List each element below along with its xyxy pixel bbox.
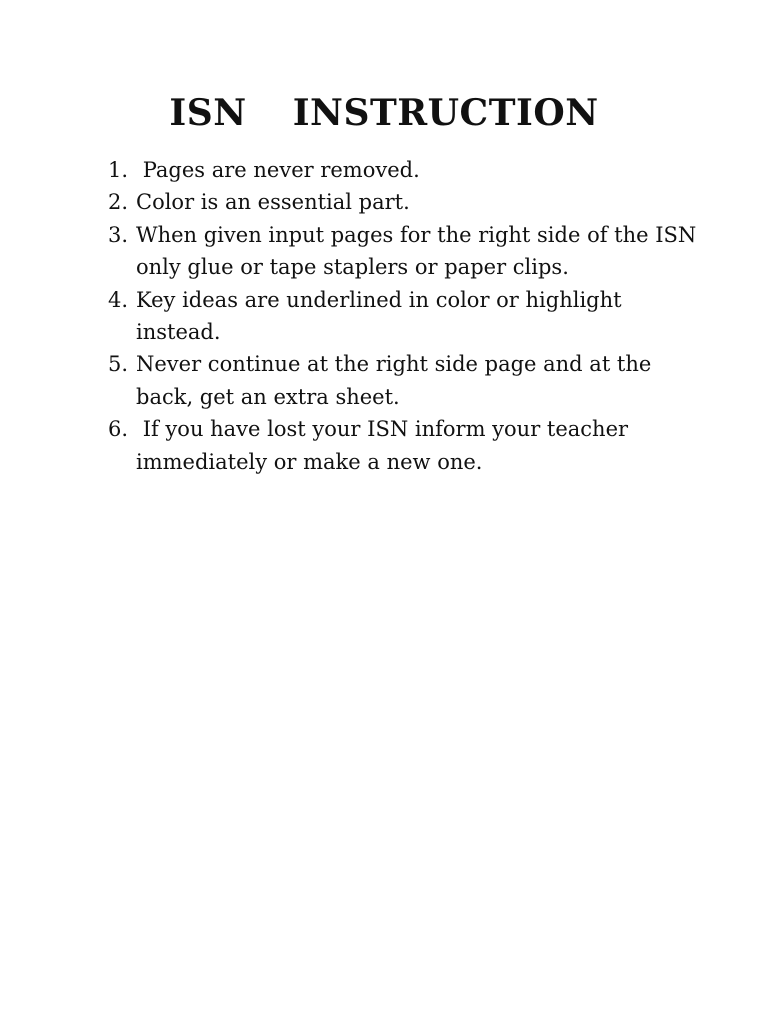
item-number: 4. [108,287,129,312]
item-number: 5. [108,352,129,377]
item-text: When given input pages for the right side of the ISN only glue or tape staplers or paper clips. [136,222,697,280]
item-text: If you have lost your ISN inform your teacher immediately or make a new one. [136,417,635,474]
item-text: Pages are never removed. [136,158,420,182]
instruction-list [108,154,708,478]
list-item [108,413,708,478]
item-number: 1. [108,158,129,182]
list-item [108,348,708,413]
list-item [108,154,708,186]
item-number: 2. [108,190,129,215]
item-text: Color is an essential part. [136,190,410,215]
item-number: 6. [108,417,129,442]
item-text: Never continue at the right side page and at the back, get an extra sheet. [136,352,652,409]
list-item [108,219,708,284]
page-title: ISN INSTRUCTION [169,92,599,134]
item-text: Key ideas are underlined in color or highlight instead. [136,287,622,345]
list-item [108,186,708,218]
item-number: 3. [108,222,129,247]
list-item [108,284,708,349]
